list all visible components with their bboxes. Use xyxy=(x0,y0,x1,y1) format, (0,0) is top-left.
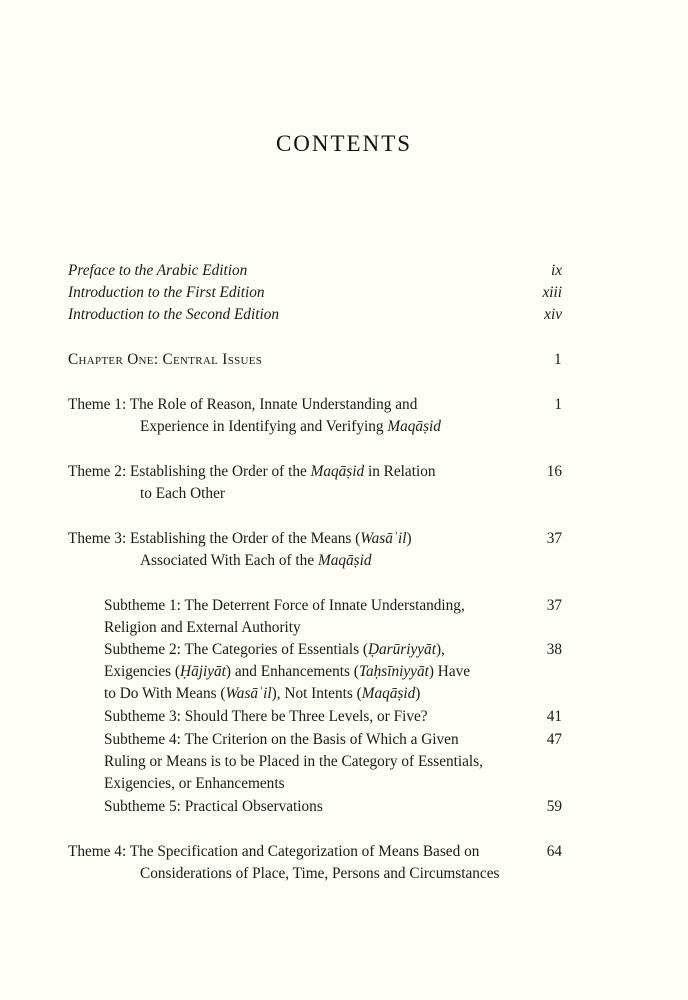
toc-page-number: 1 xyxy=(554,351,562,368)
toc-subtheme-1[interactable]: Subtheme 1: The Deterrent Force of Innate Understanding, Religion and External Authority 37 xyxy=(104,597,562,636)
toc-subtheme-2[interactable]: Subtheme 2: The Categories of Essentials (Ḍarūriyyāt), Exigencies (Ḥājiyāt) and Enhancements (Taḥsīniyyāt) Have to Do With Means (Wasāʾil), Not Intents (Maqāṣid) 38 xyxy=(104,641,562,702)
toc-entry-intro-first[interactable] xyxy=(68,282,688,304)
toc-page-number: 47 xyxy=(546,731,562,748)
theme-line: Theme 4: The Specification and Categorization of Means Based on xyxy=(68,843,480,860)
toc-chapter-title: Chapter One: Central Issues xyxy=(68,351,263,368)
toc-page-number: 37 xyxy=(546,530,562,547)
toc-theme-4[interactable] xyxy=(68,841,688,885)
theme-line: Theme 3: Establishing the Order of the Means (Wasāʾil) xyxy=(68,530,412,547)
toc-page-number: 64 xyxy=(546,843,562,860)
toc-page-number: ix xyxy=(550,262,562,279)
toc-page-number: xiv xyxy=(544,306,562,323)
toc-page-number: 41 xyxy=(546,708,562,725)
toc-subtheme-3[interactable]: Subtheme 3: Should There be Three Levels, or Five? 41 xyxy=(104,706,688,728)
theme-line: Theme 2: Establishing the Order of the Maqāṣid in Relation xyxy=(68,463,436,480)
toc-theme-3[interactable] xyxy=(68,528,688,572)
toc-page-number: xiii xyxy=(542,284,562,301)
toc-page-number: 37 xyxy=(546,597,562,614)
toc-subtheme-5[interactable]: Subtheme 5: Practical Observations 59 xyxy=(104,796,688,818)
toc-entry-title: Introduction to the First Edition xyxy=(68,284,265,301)
toc-entry-intro-second[interactable] xyxy=(68,304,688,326)
toc-theme-2[interactable] xyxy=(68,461,688,505)
theme-continuation: Associated With Each of the Maqāṣid xyxy=(140,552,372,569)
toc-page-number: 59 xyxy=(546,798,562,815)
toc-page-number: 16 xyxy=(546,463,562,480)
toc-theme-1[interactable] xyxy=(68,394,688,438)
toc-entry-title: Introduction to the Second Edition xyxy=(68,306,280,323)
theme-label: Theme 4: xyxy=(68,843,127,860)
theme-continuation: Considerations of Place, Time, Persons and Circumstances xyxy=(140,865,500,882)
toc-chapter-one[interactable] xyxy=(68,349,688,371)
page-title: CONTENTS xyxy=(275,131,413,156)
toc-entry-preface[interactable] xyxy=(68,260,688,282)
theme-label: Theme 3: xyxy=(68,530,127,547)
toc-page-number: 38 xyxy=(546,641,562,658)
theme-continuation: to Each Other xyxy=(140,485,225,502)
theme-label: Theme 1: xyxy=(68,396,127,413)
theme-continuation: Experience in Identifying and Verifying Maqāṣid xyxy=(140,418,441,435)
theme-line: Theme 1: The Role of Reason, Innate Understanding and xyxy=(68,396,418,413)
toc-page-number: 1 xyxy=(554,396,562,413)
toc-entry-title: Preface to the Arabic Edition xyxy=(68,262,248,279)
theme-label: Theme 2: xyxy=(68,463,127,480)
toc-subtheme-4[interactable]: Subtheme 4: The Criterion on the Basis of Which a Given Ruling or Means is to be Placed in the Category of Essentials, Exigencies, or Enhancements 47 xyxy=(104,731,562,792)
